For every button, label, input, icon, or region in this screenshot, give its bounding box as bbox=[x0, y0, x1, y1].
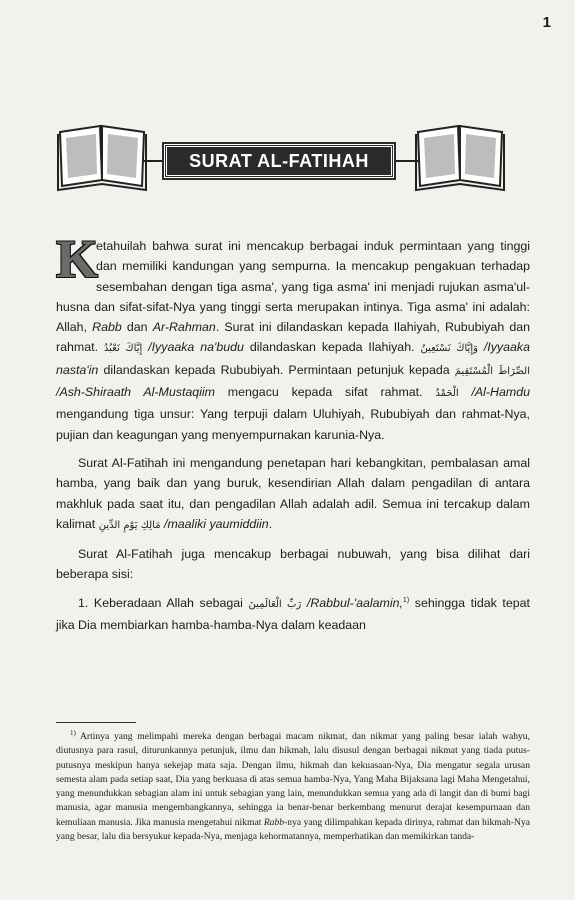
page-number: 1 bbox=[542, 14, 551, 31]
chapter-title: SURAT AL-FATIHAH bbox=[164, 144, 394, 178]
arabic-text: إِيَّاكَ نَعْبُدُ bbox=[103, 343, 143, 355]
arabic-text: مَالِكِ يَوْمِ الدِّينِ bbox=[98, 519, 161, 531]
arabic-text: الْحَمْدُ bbox=[435, 388, 459, 400]
chapter-header bbox=[56, 122, 506, 198]
paragraph: 1. Keberadaan Allah sebagai رَبِّ الْعَالَمِينَ /Rabbul-'aalamin,$^{1)}$ sehingga tidak tepat jika Dia membiarkan hamba-hamba-Nya dalam keadaan bbox=[56, 595, 530, 633]
paragraph: Surat Al-Fatihah ini mengandung penetapan hari kebangkitan, pembalasan amal hamba, yang baik dan yang buruk, kesendirian Allah dalam pengadilan di antara makhluk pada saat itu, dan pengadilan Allah adalah adil. Semua ini tercakup dalam kalimat مَالِكِ يَوْمِ الدِّينِ /maaliki yaumiddiin. bbox=[56, 455, 530, 531]
arabic-text: رَبِّ الْعَالَمِينَ bbox=[248, 598, 302, 610]
footnote: $^{1)}$ Artinya yang melimpahi mereka dengan berbagai macam nikmat, dan nikmat yang paling besar ialah wahyu, diutusnya para rasul, diturunkannya petunjuk, ilmu dan hikmah, lalu disusul dengan berbagai nikmat yang tiada putus-putusnya meskipun hanya sekejap mata saja. Dengan ilmu, hikmah dan kekuasaan-Nya, Dia mengatur segala urusan semesta alam pada setiap saat, Dia yang berkuasa di atas semua hamba-Nya, Yang Maha Bijaksana lagi Maha Mengetahui, yang menundukkan sebagian alam ini untuk sebagian yang lain, menundukkan semua yang ada di langit dan di bumi bagi manusia, agar manusia mengembangkannya, sehingga ia benar-benar berkembang menurut derajat kesempurnaan dan kemuliaan manusia. Jika manusia mengetahui nikmat Rabb-nya yang dilimpahkan kepada dirinya, rahmat dan hikmah-Nya yang besar, lalu dia bersyukur kepada-Nya, menjaga kehormatannya, memperhatikan dan memikirkan tanda- bbox=[56, 728, 531, 843]
footnote-ref: 1) bbox=[402, 596, 410, 604]
open-book-icon bbox=[56, 122, 148, 192]
arabic-text: الصِّرَاطَ الْمُسْتَقِيمَ bbox=[454, 365, 530, 377]
body-text bbox=[56, 229, 531, 643]
open-book-icon bbox=[414, 122, 506, 192]
paragraph: K etahuilah bahwa surat ini mencakup berbagai induk permintaan yang tinggi dan memiliki kandungan yang sempurna. Ia mencakup pengakuan terhadap sesembahan dengan tiga asma', yang tiga asma' ini menjadi rujukan asma'ul-husna dan sifat-sifat-Nya yang tinggi serta merupakan intinya. Tiga asma' ini adalah: Allah, Rabb dan Ar-Rahman. Surat ini dilandaskan kepada Ilahiyah, Rububiyah dan rahmat. إِيَّاكَ نَعْبُدُ /Iyyaaka na'budu dilandaskan kepada Ilahiyah. وَإِيَّاكَ نَسْتَعِينُ /Iyyaaka nasta'in dilandaskan kepada Rububiyah. Permintaan petunjuk kepada الصِّرَاطَ الْمُسْتَقِيمَ /Ash-Shiraath Al-Mustaqiim mengacu kepada sifat rahmat. الْحَمْدُ /Al-Hamdu mengandung tiga unsur: Yang terpuji dalam Uluhiyah, Rububiyah dan rahmat-Nya, pujian dan keagungan yang menyempurnakan karunia-Nya. bbox=[56, 229, 531, 442]
footnote-divider bbox=[56, 722, 136, 723]
drop-cap: K bbox=[56, 229, 99, 289]
paragraph: Surat Al-Fatihah juga mencakup berbagai nubuwah, yang bisa dilihat dari beberapa sisi: bbox=[56, 547, 530, 582]
arabic-text: وَإِيَّاكَ نَسْتَعِينُ bbox=[420, 343, 478, 355]
